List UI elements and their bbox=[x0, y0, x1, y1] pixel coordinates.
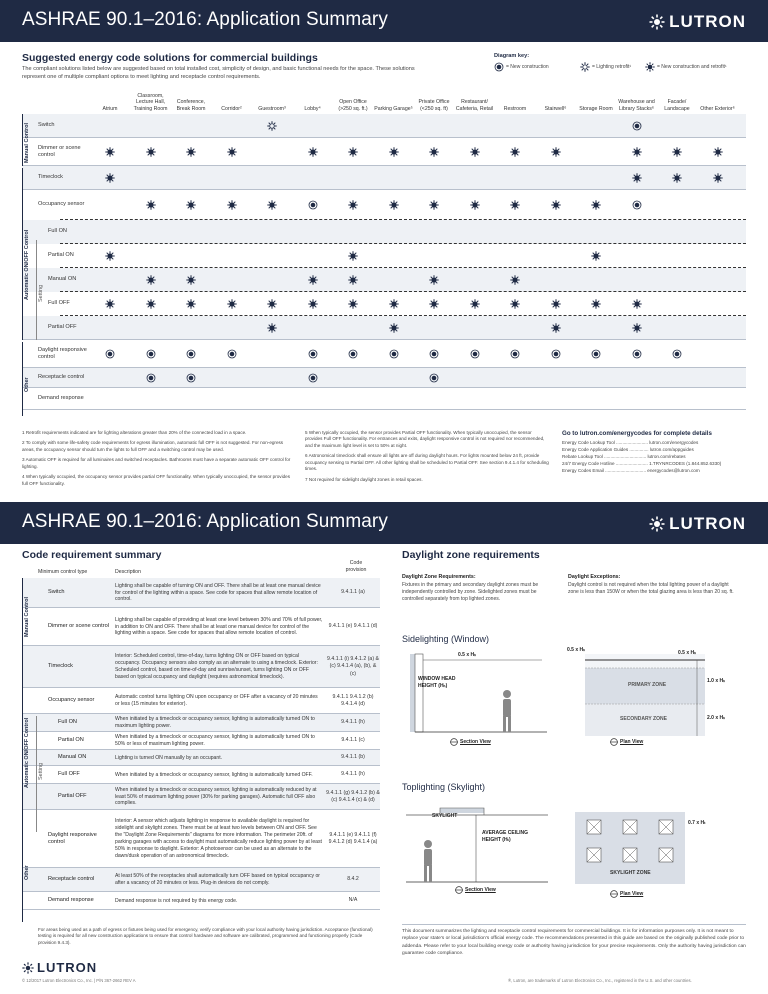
column-header: Lobby⁴ bbox=[304, 105, 321, 112]
resource-link[interactable]: Rebate Lookup Tool ................................. lutron.com/rebates bbox=[562, 454, 686, 459]
new-and-retrofit-icon bbox=[429, 200, 439, 210]
footnote: 2 To comply with some life-safety code requirements for egress illumination, automatic full OFF is not suggested. For non-egress areas, the occupancy sensor should turn the lights to full OFF and a switching control may be used. bbox=[22, 440, 284, 452]
retrofit-icon bbox=[267, 121, 277, 131]
matrix-row-label: Occupancy sensor bbox=[38, 201, 85, 208]
column-header: Storage Room bbox=[579, 105, 613, 112]
matrix-row-label: Partial OFF bbox=[48, 324, 77, 331]
other-bar bbox=[22, 342, 23, 416]
plan-marker-icon bbox=[610, 890, 618, 898]
new-and-retrofit-icon bbox=[348, 275, 358, 285]
resource-link[interactable]: 24/7 Energy Code Hotline ......................... 1.TRYNRCODES (1.844.852.6330) bbox=[562, 461, 722, 466]
p2-group-automatic: Automatic ON/OFF Control bbox=[24, 717, 30, 788]
new-and-retrofit-icon bbox=[227, 147, 237, 157]
group-automatic-control: Automatic ON/OFF Control bbox=[24, 229, 30, 300]
matrix-row bbox=[22, 138, 746, 166]
dz-exc-label: Daylight Exceptions: bbox=[568, 574, 621, 580]
p2-group-setting: Setting bbox=[38, 762, 44, 780]
matrix-row-label: Switch bbox=[38, 122, 55, 129]
resource-links bbox=[562, 440, 752, 475]
p2-other-bar bbox=[22, 832, 23, 922]
new-and-retrofit-icon bbox=[186, 200, 196, 210]
new-construction-icon bbox=[510, 349, 520, 359]
code-provision: 9.4.1.1 (b) bbox=[341, 754, 365, 761]
new-construction-icon bbox=[429, 373, 439, 383]
footnote: 4 When typically occupied, the occupancy sensor provides partial OFF functionality. When typically unoccupied, the sensor provides full OFF functionality. bbox=[22, 474, 291, 486]
new-and-retrofit-icon bbox=[551, 323, 561, 333]
toplighting-title: Toplighting (Skylight) bbox=[402, 782, 486, 792]
code-row bbox=[22, 646, 380, 688]
key-both: = New construction and retrofit¹ bbox=[645, 62, 727, 72]
table-note: For areas being used as a path of egress or fixtures being used for emergency, verify compliance with your local authority having jurisdiction. Acceptance (functional) testing is required for all new construction applications to ensure that control hardware and software are calibrated, programmed and functioning properly (Code provision 9.4.3). bbox=[38, 927, 373, 945]
skylight-label: SKYLIGHT bbox=[432, 813, 458, 819]
code-row-label: Dimmer or scene control bbox=[48, 623, 109, 630]
new-and-retrofit-icon bbox=[389, 147, 399, 157]
new-and-retrofit-icon bbox=[186, 299, 196, 309]
code-row-label: Occupancy sensor bbox=[48, 697, 95, 704]
new-construction-icon bbox=[429, 349, 439, 359]
p2-group-manual: Manual Control bbox=[24, 596, 30, 637]
code-row bbox=[22, 766, 380, 784]
code-row-description: When initiated by a timeclock or occupancy sensor, lighting is automatically turned ON to maximum lighting power. bbox=[115, 716, 315, 729]
new-construction-icon bbox=[186, 373, 196, 383]
suggested-solutions-title: Suggested energy code solutions for commercial buildings bbox=[22, 52, 318, 64]
new-construction-icon bbox=[308, 349, 318, 359]
group-setting: Setting bbox=[38, 284, 44, 302]
section-view-marker-2: Section View bbox=[455, 886, 496, 894]
new-and-retrofit-icon bbox=[105, 173, 115, 183]
ceiling-height-label: AVERAGE CEILING HEIGHT (Hₜ) bbox=[482, 830, 529, 843]
new-and-retrofit-icon bbox=[308, 299, 318, 309]
column-header: Conference, Break Room bbox=[176, 99, 206, 112]
footnotes-left bbox=[22, 430, 292, 491]
code-row bbox=[22, 608, 380, 646]
new-and-retrofit-icon bbox=[227, 299, 237, 309]
new-and-retrofit-icon bbox=[429, 275, 439, 285]
new-construction-icon bbox=[146, 373, 156, 383]
new-and-retrofit-icon bbox=[632, 147, 642, 157]
code-row-label: Daylight responsive control bbox=[48, 831, 97, 845]
new-and-retrofit-icon bbox=[348, 200, 358, 210]
sidelighting-title: Sidelighting (Window) bbox=[402, 634, 490, 644]
dim-07: 0.7 x Hₜ bbox=[688, 820, 706, 826]
matrix-row-label: Manual ON bbox=[48, 276, 77, 283]
column-header: Restaurant/ Cafeteria, Retail bbox=[455, 99, 494, 112]
code-summary-title: Code requirement summary bbox=[22, 549, 162, 561]
new-and-retrofit-icon bbox=[146, 299, 156, 309]
new-and-retrofit-icon bbox=[713, 147, 723, 157]
new-construction-icon bbox=[308, 200, 318, 210]
new-and-retrofit-icon bbox=[672, 173, 682, 183]
new-and-retrofit-icon bbox=[429, 299, 439, 309]
lutron-sun-icon bbox=[649, 516, 665, 532]
new-construction-icon bbox=[632, 200, 642, 210]
column-header: Guestroom³ bbox=[258, 105, 286, 112]
new-construction-icon bbox=[494, 62, 504, 72]
matrix-row bbox=[22, 340, 746, 368]
footnotes-middle bbox=[305, 430, 550, 487]
matrix-row-label: Timeclock bbox=[38, 174, 63, 181]
new-and-retrofit-icon bbox=[645, 62, 655, 72]
new-and-retrofit-icon bbox=[551, 147, 561, 157]
footnote: 6 Astronomical timeclock shall ensure all lights are off during daylight hours. For lights mounted below 24 ft, provide occupancy sensing to Partial OFF. All other lighting shall be scheduled to Partial OFF. See section 9.4.1.4 for scheduling times. bbox=[305, 453, 549, 472]
col-code-provision: Code provision bbox=[345, 560, 367, 573]
links-title: Go to lutron.com/energycodes for complete details bbox=[562, 430, 712, 437]
code-row-description: Automatic control turns lighting ON upon occupancy or OFF after a vacancy of 20 minutes or less (15 minutes for exterior). bbox=[115, 694, 318, 707]
new-and-retrofit-icon bbox=[389, 299, 399, 309]
matrix-row bbox=[22, 368, 746, 388]
code-provision: 9.4.1.1 (i) 9.4.1.2 (a) & (c) 9.4.1.4 (a), (b), & (c) bbox=[327, 656, 379, 677]
code-row-label: Manual ON bbox=[58, 754, 87, 761]
code-row-label: Receptacle control bbox=[48, 876, 95, 883]
window-head-label: WINDOW HEAD HEIGHT (Hₕ) bbox=[418, 676, 456, 689]
manual-bar bbox=[22, 114, 23, 166]
daylight-zone-title: Daylight zone requirements bbox=[402, 549, 540, 561]
code-row bbox=[22, 784, 380, 810]
group-other: Other bbox=[24, 377, 30, 392]
code-row-label: Partial ON bbox=[58, 737, 84, 744]
new-construction-icon bbox=[591, 349, 601, 359]
new-and-retrofit-icon bbox=[105, 299, 115, 309]
new-and-retrofit-icon bbox=[632, 323, 642, 333]
brand-name: LUTRON bbox=[669, 514, 746, 533]
new-construction-icon bbox=[348, 349, 358, 359]
new-and-retrofit-icon bbox=[551, 200, 561, 210]
new-and-retrofit-icon bbox=[470, 299, 480, 309]
code-row-label: Partial OFF bbox=[58, 793, 87, 800]
lutron-logo-2 bbox=[649, 514, 746, 534]
copyright-left: © 12/2017 Lutron Electronics Co., Inc. | P/N 367-2662 REV A bbox=[22, 978, 136, 983]
setting-bar bbox=[36, 240, 37, 340]
new-and-retrofit-icon bbox=[591, 299, 601, 309]
code-row bbox=[22, 750, 380, 766]
code-row-label: Switch bbox=[48, 589, 65, 596]
code-provision: 9.4.1.1 (h) bbox=[341, 719, 365, 726]
code-provision: N/A bbox=[348, 897, 358, 904]
column-header: Other Exterior⁶ bbox=[700, 105, 735, 112]
code-row-label: Full ON bbox=[58, 719, 77, 726]
sidelighting-plan-diagram bbox=[585, 654, 705, 736]
new-and-retrofit-icon bbox=[348, 147, 358, 157]
new-construction-icon bbox=[632, 121, 642, 131]
new-construction-icon bbox=[389, 349, 399, 359]
code-row bbox=[22, 688, 380, 714]
col-min-control: Minimum control type bbox=[38, 569, 88, 575]
new-and-retrofit-icon bbox=[186, 275, 196, 285]
column-header: Stairwell⁶ bbox=[544, 105, 567, 112]
code-row-description: Demand response is not required by this energy code. bbox=[115, 897, 238, 904]
new-and-retrofit-icon bbox=[348, 299, 358, 309]
new-and-retrofit-icon bbox=[267, 299, 277, 309]
p2-manual-bar bbox=[22, 578, 23, 646]
code-row bbox=[22, 578, 380, 608]
matrix-row-label: Daylight responsive control bbox=[38, 346, 87, 360]
new-and-retrofit-icon bbox=[510, 275, 520, 285]
new-construction-icon bbox=[227, 349, 237, 359]
column-header: Warehouse and Library Stacks⁶ bbox=[618, 99, 655, 112]
lutron-sun-icon bbox=[22, 962, 34, 974]
matrix-row bbox=[22, 268, 746, 292]
matrix-row bbox=[22, 114, 746, 138]
new-construction-icon bbox=[470, 349, 480, 359]
new-and-retrofit-icon bbox=[308, 147, 318, 157]
new-and-retrofit-icon bbox=[632, 299, 642, 309]
footnote: 3 Automatic OFF is required for all luminaires and switched receptacles. Bathrooms must have a separate automatic OFF control for lighting. bbox=[22, 457, 291, 469]
new-construction-icon bbox=[551, 349, 561, 359]
code-row-description: Lighting shall be capable of turning ON and OFF. There shall be at least one manual device for control of the lighting within a space. See code for spaces that allow remote location of control. bbox=[115, 582, 321, 603]
new-and-retrofit-icon bbox=[227, 200, 237, 210]
new-and-retrofit-icon bbox=[632, 173, 642, 183]
section-view-marker: Section View bbox=[450, 738, 491, 746]
diagram-key-label: Diagram key: bbox=[494, 53, 530, 59]
sidelighting-section-diagram bbox=[402, 650, 552, 750]
code-provision: 9.4.1.1 (e) 9.4.1.1 (d) bbox=[328, 623, 378, 630]
code-provision: 9.4.1.1 (a) bbox=[341, 589, 365, 596]
lutron-logo bbox=[649, 12, 746, 32]
new-and-retrofit-icon bbox=[146, 275, 156, 285]
new-and-retrofit-icon bbox=[551, 299, 561, 309]
new-construction-icon bbox=[105, 349, 115, 359]
dz-req-label: Daylight Zone Requirements: bbox=[402, 574, 476, 580]
code-row-description: Interior: A sensor which adjusts lighting in response to available daylight is required for sidelight and skylight zones. There must be at least two levels between ON and OFF. See the "Daylight Zone Requirements" diagrams for more information. The perimeter 20ft. of parking garages with access to daylight must automatically reduce lighting power by at least 50% in response to daylight. Exterior: A photosensor can be used as an alternate to the dawn/dusk operation of an astronomical timeclock. bbox=[115, 818, 322, 859]
matrix-row bbox=[22, 220, 746, 244]
new-and-retrofit-icon bbox=[389, 323, 399, 333]
page1-header bbox=[0, 0, 768, 42]
code-row bbox=[22, 732, 380, 750]
column-header: Classroom, Lecture Hall, Training Room bbox=[133, 92, 168, 112]
new-and-retrofit-icon bbox=[470, 200, 480, 210]
group-manual-control: Manual Control bbox=[24, 122, 30, 163]
code-row-description: Lighting is turned ON manually by an occupant. bbox=[115, 754, 223, 761]
matrix-row bbox=[22, 292, 746, 316]
code-row bbox=[22, 892, 380, 910]
new-and-retrofit-icon bbox=[591, 200, 601, 210]
resource-link[interactable]: Energy Code Application Guides ............... lutron.com/appguides bbox=[562, 447, 694, 452]
auto-bar bbox=[22, 168, 23, 340]
plan-marker-icon bbox=[610, 738, 618, 746]
page2-title: ASHRAE 90.1–2016: Application Summary bbox=[22, 511, 388, 532]
plan-view-marker-2: Plan View bbox=[610, 890, 643, 898]
code-provision: 9.4.1.1 (h) bbox=[341, 771, 365, 778]
disclaimer-rule bbox=[402, 924, 746, 925]
footnote: 7 Not required for sidelight daylight zones in retail spaces. bbox=[305, 476, 423, 482]
matrix-row-label: Dimmer or scene control bbox=[38, 144, 81, 158]
column-header: Atrium bbox=[102, 105, 118, 112]
dim-half-section: 0.5 x Hₕ bbox=[458, 652, 477, 658]
resource-link[interactable]: Energy Codes Email ................................ energycodes@lutron.com bbox=[562, 468, 700, 473]
secondary-zone-label: SECONDARY ZONE bbox=[620, 716, 667, 722]
code-provision: 9.4.1.1 9.4.1.2 (b) 9.4.1.4 (d) bbox=[332, 693, 374, 707]
page1-title: ASHRAE 90.1–2016: Application Summary bbox=[22, 9, 388, 30]
column-header: Restroom bbox=[503, 105, 527, 112]
matrix-row-label: Demand response bbox=[38, 395, 84, 402]
p2-setting-bar bbox=[36, 716, 37, 832]
section-marker-icon bbox=[455, 886, 463, 894]
code-provision: 8.4.2 bbox=[347, 876, 359, 883]
code-row-description: When initiated by a timeclock or occupancy sensor, lighting is automatically turned OFF. bbox=[115, 771, 313, 778]
col-description: Description bbox=[115, 569, 141, 575]
matrix-row-label: Receptacle control bbox=[38, 374, 85, 381]
new-and-retrofit-icon bbox=[308, 275, 318, 285]
new-and-retrofit-icon bbox=[591, 251, 601, 261]
dim-half-plan-left: 0.5 x Hₕ bbox=[567, 647, 586, 653]
new-and-retrofit-icon bbox=[470, 147, 480, 157]
code-row bbox=[22, 714, 380, 732]
code-provision: 9.4.1.1 (c) bbox=[341, 737, 365, 744]
retrofit-icon bbox=[580, 62, 590, 72]
dz-exc-text: Daylight control is not required when the total lighting power of a daylight zone is less than 150W or when the total glazing area is less than 20 sq. ft. bbox=[568, 582, 734, 595]
footnote: 1 Retrofit requirements indicated are for lighting alterations greater than 20% of the connected load in a space. bbox=[22, 430, 247, 435]
resource-link[interactable]: Energy Code Lookup Tool ......................... lutron.com/energycodes bbox=[562, 440, 699, 445]
matrix-row bbox=[22, 244, 746, 268]
copyright-right: ®, Lutron, are trademarks of Lutron Electronics Co., Inc., registered in the U.S. and other countries. bbox=[508, 978, 692, 983]
new-and-retrofit-icon bbox=[267, 323, 277, 333]
new-and-retrofit-icon bbox=[389, 200, 399, 210]
code-row-description: At least 50% of the receptacles shall automatically turn OFF based on typical occupancy or after a vacancy of 20 minutes or less. Plug-in devices do not comply. bbox=[115, 873, 320, 886]
new-and-retrofit-icon bbox=[146, 147, 156, 157]
key-new-construction: = New construction bbox=[494, 62, 549, 72]
new-and-retrofit-icon bbox=[146, 200, 156, 210]
dz-req-text: Fixtures in the primary and secondary daylight zones must be independently controlled by zone. Sidelighted zones must be controlled separately from top lighted zones. bbox=[402, 582, 539, 602]
new-and-retrofit-icon bbox=[713, 173, 723, 183]
code-row-description: When initiated by a timeclock or occupancy sensor, lighting is automatically reduced by at least 50% of maximum lighting power (30% for parking garages). Automatic full OFF also complies. bbox=[115, 786, 317, 807]
new-and-retrofit-icon bbox=[510, 299, 520, 309]
code-provision: 9.4.1.1 (e) 9.4.1.1 (f) 9.4.1.2 (d) 9.4.1.4 (a) bbox=[328, 831, 378, 845]
p2-group-other: Other bbox=[24, 865, 30, 880]
new-and-retrofit-icon bbox=[348, 251, 358, 261]
matrix-row-label: Full ON bbox=[48, 228, 67, 235]
code-row-description: Lighting shall be capable of providing at least one level between 30% and 70% of full power, in addition to ON and OFF. There shall be at least one manual device for control of the lighting within a space. See code for spaces that allow remote location of control. bbox=[115, 616, 323, 637]
intro-text: The compliant solutions listed below are suggested based on total installed cost, simplicity of design, and basic functional needs for the space. These solutions represent one of multiple compliant options to meet lighting and receptacle control requirements. bbox=[22, 66, 415, 81]
new-construction-icon bbox=[146, 349, 156, 359]
code-provision: 9.4.1.1 (g) 9.4.1.2 (b) & (c) 9.4.1.4 (c) & (d) bbox=[326, 789, 380, 803]
code-row-label: Demand response bbox=[48, 897, 94, 904]
key-retrofit: = Lighting retrofit¹ bbox=[580, 62, 631, 72]
matrix-row bbox=[22, 190, 746, 220]
footnote: 5 When typically occupied, the sensor provides Partial OFF functionality. When typically unoccupied, the sensor provides Full OFF functionality. For entrances and exits, daylight responsive control is not required nor recommended, and the maximum light level is set to 50% at night. bbox=[305, 430, 545, 448]
new-and-retrofit-icon bbox=[186, 147, 196, 157]
primary-zone-label: PRIMARY ZONE bbox=[628, 682, 667, 688]
code-row-label: Full OFF bbox=[58, 771, 80, 778]
disclaimer: This document summarizes the lighting and receptacle control requirements for commercial buildings. It is for information purposes only. It is not meant to replace your state's or local jurisdiction's official energy code. The recommendations presented in this guide are based on the originally published code prior to addenda. Please refer to your local building energy code or authority having jurisdiction for your precise requirements. Only the authority having jurisdiction can guarantee code compliance. bbox=[402, 929, 746, 957]
new-construction-icon bbox=[632, 349, 642, 359]
matrix-row bbox=[22, 388, 746, 410]
dim-half-plan-right: 0.5 x Hₕ bbox=[678, 650, 697, 656]
skylight-zone-label: SKYLIGHT ZONE bbox=[610, 870, 651, 876]
matrix-row-label: Partial ON bbox=[48, 252, 74, 259]
new-and-retrofit-icon bbox=[105, 251, 115, 261]
new-and-retrofit-icon bbox=[267, 200, 277, 210]
dim-one: 1.0 x Hₕ bbox=[707, 678, 726, 684]
plan-view-marker: Plan View bbox=[610, 738, 643, 746]
toplighting-section-diagram bbox=[402, 806, 552, 890]
brand-name: LUTRON bbox=[669, 12, 746, 31]
matrix-row bbox=[22, 316, 746, 340]
code-row bbox=[22, 810, 380, 868]
code-row-description: Interior: Scheduled control, time-of-day, turns lighting ON or OFF based on typical occupancy. Occupancy sensors also comply as an alternate to using a timeclock. Exterior: Scheduled control, based on time-of-day and sunrise/sunset, turns lighting ON or OFF based on typical occupancy and daylight (requires astronomical timeclock). bbox=[115, 653, 318, 680]
new-and-retrofit-icon bbox=[510, 200, 520, 210]
lutron-sun-icon bbox=[649, 14, 665, 30]
matrix-row bbox=[22, 166, 746, 190]
dim-two: 2.0 x Hₕ bbox=[707, 715, 726, 721]
new-construction-icon bbox=[672, 349, 682, 359]
column-header: Facade/ Landscape bbox=[664, 99, 690, 112]
new-construction-icon bbox=[186, 349, 196, 359]
new-and-retrofit-icon bbox=[672, 147, 682, 157]
p2-auto-bar bbox=[22, 646, 23, 832]
new-construction-icon bbox=[308, 373, 318, 383]
code-row-label: Timeclock bbox=[48, 663, 73, 670]
column-header: Private Office (<250 sq. ft) bbox=[418, 99, 450, 112]
new-and-retrofit-icon bbox=[429, 147, 439, 157]
new-and-retrofit-icon bbox=[105, 147, 115, 157]
code-row bbox=[22, 868, 380, 892]
footer-logo: LUTRON bbox=[22, 960, 97, 975]
column-header: Corridor² bbox=[221, 105, 242, 112]
page2-header bbox=[0, 502, 768, 544]
new-and-retrofit-icon bbox=[510, 147, 520, 157]
matrix-row-label: Full OFF bbox=[48, 300, 70, 307]
column-header: Open Office (>250 sq. ft.) bbox=[338, 99, 368, 112]
column-header: Parking Garage⁵ bbox=[374, 105, 413, 112]
section-marker-icon bbox=[450, 738, 458, 746]
code-row-description: When initiated by a timeclock or occupancy sensor, lighting is automatically turned ON to 50% or less of maximum lighting power. bbox=[115, 734, 315, 747]
